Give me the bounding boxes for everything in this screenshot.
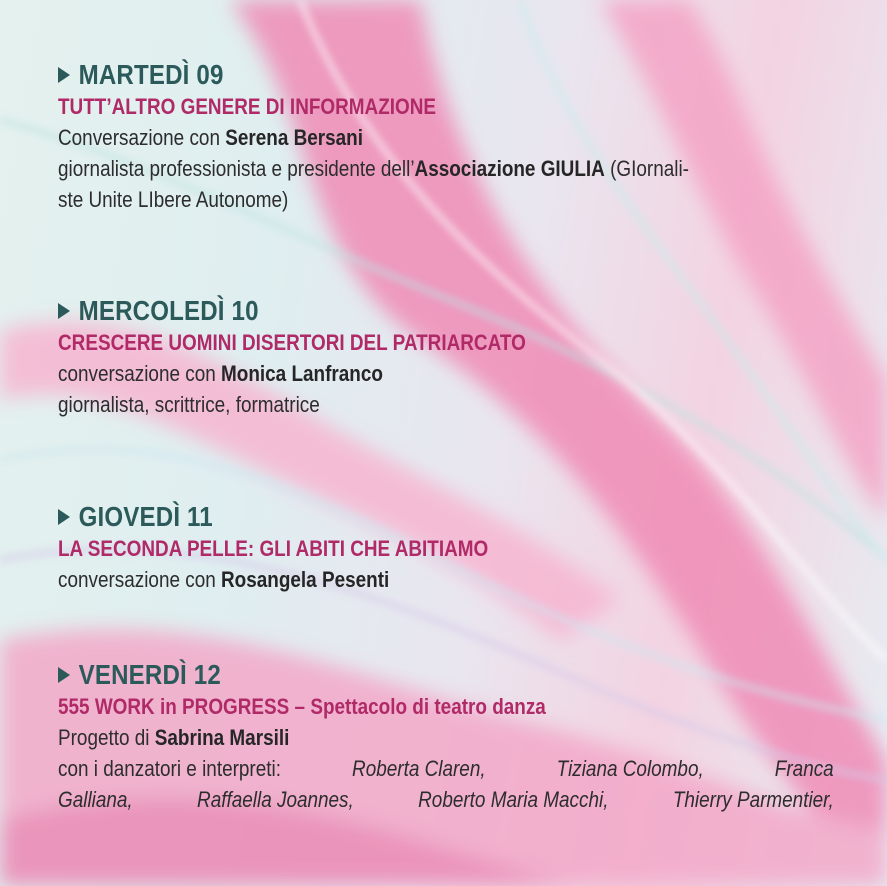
event-role-prefix: giornalista professionista e presidente dell’ bbox=[58, 156, 415, 181]
event-intro: conversazione con bbox=[58, 567, 222, 592]
cast-member: Roberta Claren, bbox=[352, 756, 486, 781]
triangle-right-icon bbox=[58, 303, 70, 319]
event-title: TUTT’ALTRO GENERE DI INFORMAZIONE bbox=[58, 94, 437, 119]
event-day-heading bbox=[58, 658, 729, 692]
event-intro: Progetto di bbox=[58, 725, 155, 750]
event-day-label: MERCOLEDÌ 10 bbox=[78, 295, 259, 326]
event-cast-line-2 bbox=[58, 784, 834, 815]
event-day-heading bbox=[58, 294, 729, 328]
event-host-line bbox=[58, 122, 729, 153]
event-host-line bbox=[58, 722, 729, 753]
cast-member: Thierry Parmentier, bbox=[672, 787, 834, 812]
event-host-line bbox=[58, 564, 729, 595]
event-cast-intro: con i danzatori e interpreti: bbox=[58, 756, 281, 781]
triangle-right-icon bbox=[58, 667, 70, 683]
event-title: LA SECONDA PELLE: GLI ABITI CHE ABITIAMO bbox=[58, 536, 489, 561]
cast-member: Tiziana Colombo, bbox=[556, 756, 704, 781]
cast-member: Franca bbox=[774, 756, 834, 781]
event-intro: Conversazione con bbox=[58, 125, 226, 150]
triangle-right-icon bbox=[58, 67, 70, 83]
event-guest: Serena Bersani bbox=[225, 125, 364, 150]
event-cast-line-1 bbox=[58, 753, 834, 784]
event-host-line bbox=[58, 358, 729, 389]
event-guest: Monica Lanfranco bbox=[221, 361, 383, 386]
cast-member: Roberto Maria Macchi, bbox=[418, 787, 609, 812]
event-role-org: Associazione GIULIA bbox=[414, 156, 605, 181]
event-guest: Sabrina Marsili bbox=[154, 725, 290, 750]
event-day-label: MARTEDÌ 09 bbox=[78, 59, 224, 90]
event-mercoledi bbox=[58, 294, 838, 420]
event-day-heading bbox=[58, 500, 729, 534]
event-role-line bbox=[58, 153, 729, 184]
event-role-line: giornalista, scrittrice, formatrice bbox=[58, 392, 320, 417]
event-venerdi bbox=[58, 658, 838, 815]
event-day-label: GIOVEDÌ 11 bbox=[78, 501, 213, 532]
cast-member: Galliana, bbox=[58, 787, 133, 812]
event-martedi bbox=[58, 58, 838, 215]
event-title: CRESCERE UOMINI DISERTORI DEL PATRIARCATO bbox=[58, 330, 526, 355]
event-day-label: VENERDÌ 12 bbox=[78, 659, 221, 690]
triangle-right-icon bbox=[58, 509, 70, 525]
event-role-line-2: ste Unite LIbere Autonome) bbox=[58, 187, 289, 212]
event-title: 555 WORK in PROGRESS – Spettacolo di teatro danza bbox=[58, 694, 546, 719]
event-guest: Rosangela Pesenti bbox=[221, 567, 390, 592]
cast-member: Raffaella Joannes, bbox=[197, 787, 354, 812]
event-giovedi bbox=[58, 500, 838, 595]
event-role-suffix: (GIornali- bbox=[604, 156, 689, 181]
event-intro: conversazione con bbox=[58, 361, 222, 386]
event-day-heading bbox=[58, 58, 729, 92]
